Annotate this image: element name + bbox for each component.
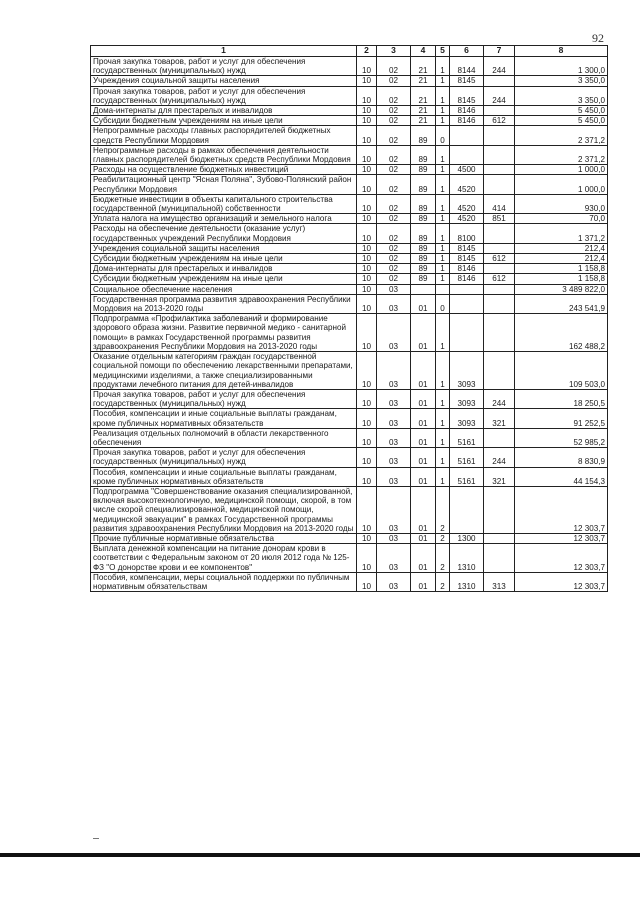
cell-expense-type — [484, 224, 515, 243]
cell-amount: 1 000,0 — [515, 175, 608, 194]
cell-description: Прочая закупка товаров, работ и услуг для обеспечения государственных (муниципальных) нужд — [91, 389, 357, 408]
cell-expense-type: 321 — [484, 409, 515, 428]
cell-subsection: 02 — [377, 86, 411, 105]
cell-section: 10 — [357, 467, 377, 486]
cell-description: Выплата денежной компенсации на питание донорам крови в соответствии с Федеральным законом от 20 июля 2012 года № 125-ФЗ "О донорстве крови и ее компонентов" — [91, 544, 357, 573]
cell-section: 10 — [357, 57, 377, 76]
cell-amount: 12 303,7 — [515, 533, 608, 543]
cell-description: Учреждения социальной защиты населения — [91, 76, 357, 86]
cell-amount: 1 158,8 — [515, 274, 608, 284]
cell-target-code — [450, 145, 484, 164]
table-row — [91, 214, 608, 224]
cell-subprogram: 1 — [436, 409, 450, 428]
cell-section: 10 — [357, 264, 377, 274]
cell-description: Пособия, компенсации и иные социальные выплаты гражданам, кроме публичных нормативных обязательств — [91, 409, 357, 428]
cell-target-code — [450, 284, 484, 294]
cell-expense-type: 612 — [484, 274, 515, 284]
cell-subsection: 03 — [377, 409, 411, 428]
cell-section: 10 — [357, 486, 377, 533]
cell-subprogram: 2 — [436, 533, 450, 543]
cell-target-code: 8145 — [450, 86, 484, 105]
cell-subprogram: 1 — [436, 428, 450, 447]
cell-program: 01 — [411, 294, 436, 313]
cell-amount: 5 450,0 — [515, 116, 608, 126]
cell-expense-type: 313 — [484, 572, 515, 591]
cell-description: Прочие публичные нормативные обязательства — [91, 533, 357, 543]
cell-subprogram — [436, 284, 450, 294]
cell-amount: 18 250,5 — [515, 389, 608, 408]
cell-target-code: 3093 — [450, 389, 484, 408]
cell-expense-type — [484, 76, 515, 86]
cell-target-code: 4520 — [450, 214, 484, 224]
cell-subprogram: 1 — [436, 352, 450, 390]
cell-subsection: 02 — [377, 116, 411, 126]
cell-target-code: 4500 — [450, 165, 484, 175]
table-row — [91, 126, 608, 145]
table-row — [91, 57, 608, 76]
cell-program: 89 — [411, 214, 436, 224]
table-row — [91, 175, 608, 194]
cell-expense-type — [484, 428, 515, 447]
cell-expense-type: 244 — [484, 57, 515, 76]
cell-section: 10 — [357, 224, 377, 243]
cell-description: Расходы на осуществление бюджетных инвестиций — [91, 165, 357, 175]
cell-subsection: 03 — [377, 533, 411, 543]
cell-subsection: 02 — [377, 126, 411, 145]
cell-subsection: 02 — [377, 254, 411, 264]
cell-subprogram: 1 — [436, 264, 450, 274]
cell-amount: 8 830,9 — [515, 448, 608, 467]
cell-subsection: 02 — [377, 165, 411, 175]
cell-expense-type — [484, 486, 515, 533]
cell-amount: 212,4 — [515, 254, 608, 264]
cell-target-code — [450, 126, 484, 145]
cell-subsection: 02 — [377, 76, 411, 86]
cell-description: Оказание отдельным категориям граждан государственной социальной помощи по обеспечению лекарственными препаратами, медицинскими изделиями, а также специализированными продуктами лечебного питания для детей-инвалидов — [91, 352, 357, 390]
cell-program: 01 — [411, 544, 436, 573]
cell-target-code: 8145 — [450, 243, 484, 253]
cell-program: 01 — [411, 486, 436, 533]
table-row — [91, 572, 608, 591]
cell-target-code: 8146 — [450, 264, 484, 274]
cell-section: 10 — [357, 284, 377, 294]
cell-description: Подпрограмма "Совершенствование оказания специализированной, включая высокотехнологичную, медицинской помощи, скорой, в том числе скорой специализированной, медицинской помощи, медицинской эвакуации" в рамках Государственной программы развития здравоохранения Республики Мордовия на 2013-2020 годы — [91, 486, 357, 533]
cell-program: 21 — [411, 106, 436, 116]
cell-description: Учреждения социальной защиты населения — [91, 243, 357, 253]
cell-subprogram: 0 — [436, 126, 450, 145]
table-row — [91, 86, 608, 105]
table-row — [91, 428, 608, 447]
table-row — [91, 145, 608, 164]
cell-subsection: 03 — [377, 352, 411, 390]
cell-section: 10 — [357, 428, 377, 447]
cell-program: 01 — [411, 389, 436, 408]
cell-program: 01 — [411, 572, 436, 591]
cell-expense-type: 612 — [484, 254, 515, 264]
cell-subsection: 03 — [377, 389, 411, 408]
cell-description: Реабилитационный центр "Ясная Поляна", Зубово-Полянский район Республики Мордовия — [91, 175, 357, 194]
cell-program: 01 — [411, 352, 436, 390]
cell-amount: 52 985,2 — [515, 428, 608, 447]
cell-subprogram: 1 — [436, 86, 450, 105]
table-row — [91, 314, 608, 352]
cell-program: 21 — [411, 116, 436, 126]
cell-expense-type: 612 — [484, 116, 515, 126]
cell-expense-type: 244 — [484, 86, 515, 105]
cell-program: 89 — [411, 224, 436, 243]
cell-program: 89 — [411, 254, 436, 264]
cell-program: 01 — [411, 467, 436, 486]
cell-description: Прочая закупка товаров, работ и услуг для обеспечения государственных (муниципальных) нужд — [91, 86, 357, 105]
cell-target-code: 1310 — [450, 544, 484, 573]
cell-amount: 1 371,2 — [515, 224, 608, 243]
cell-description: Подпрограмма «Профилактика заболеваний и формирование здорового образа жизни. Развитие первичной медико - санитарной помощи» в рамках Государственной программы развития здравоохранения Республики Мордовия на 2013-2020 годы — [91, 314, 357, 352]
cell-subprogram: 0 — [436, 294, 450, 313]
cell-expense-type — [484, 533, 515, 543]
cell-amount: 2 371,2 — [515, 145, 608, 164]
cell-target-code: 5161 — [450, 428, 484, 447]
cell-subprogram: 1 — [436, 57, 450, 76]
table-row — [91, 533, 608, 543]
cell-section: 10 — [357, 314, 377, 352]
cell-description: Социальное обеспечение населения — [91, 284, 357, 294]
cell-subprogram: 1 — [436, 448, 450, 467]
cell-program — [411, 284, 436, 294]
cell-section: 10 — [357, 126, 377, 145]
footer-tick-mark — [93, 838, 99, 839]
cell-subsection: 02 — [377, 106, 411, 116]
cell-expense-type — [484, 126, 515, 145]
cell-subprogram: 1 — [436, 389, 450, 408]
header-row — [91, 46, 608, 57]
cell-description: Государственная программа развития здравоохранения Республики Мордовия на 2013-2020 годы — [91, 294, 357, 313]
cell-section: 10 — [357, 389, 377, 408]
cell-subprogram: 1 — [436, 274, 450, 284]
cell-amount: 5 450,0 — [515, 106, 608, 116]
cell-subprogram: 1 — [436, 467, 450, 486]
cell-description: Расходы на обеспечение деятельности (оказание услуг) государственных учреждений Республики Мордовия — [91, 224, 357, 243]
cell-target-code: 5161 — [450, 467, 484, 486]
footer-rule — [0, 853, 640, 857]
cell-section: 10 — [357, 145, 377, 164]
cell-program: 89 — [411, 175, 436, 194]
cell-program: 89 — [411, 126, 436, 145]
cell-description: Пособия, компенсации, меры социальной поддержки по публичным нормативным обязательствам — [91, 572, 357, 591]
cell-section: 10 — [357, 86, 377, 105]
cell-target-code — [450, 294, 484, 313]
cell-program: 21 — [411, 76, 436, 86]
table-row — [91, 486, 608, 533]
cell-program: 89 — [411, 194, 436, 213]
cell-target-code: 5161 — [450, 448, 484, 467]
cell-section: 10 — [357, 544, 377, 573]
cell-expense-type — [484, 284, 515, 294]
cell-description: Дома-интернаты для престарелых и инвалидов — [91, 106, 357, 116]
cell-subsection: 03 — [377, 284, 411, 294]
table-row — [91, 254, 608, 264]
cell-program: 21 — [411, 86, 436, 105]
cell-amount: 162 488,2 — [515, 314, 608, 352]
table-row — [91, 448, 608, 467]
cell-expense-type: 244 — [484, 448, 515, 467]
table-row — [91, 116, 608, 126]
cell-subprogram: 1 — [436, 106, 450, 116]
cell-amount: 1 158,8 — [515, 264, 608, 274]
cell-amount: 12 303,7 — [515, 544, 608, 573]
cell-expense-type — [484, 243, 515, 253]
cell-subprogram: 1 — [436, 175, 450, 194]
cell-subsection: 02 — [377, 214, 411, 224]
cell-amount: 109 503,0 — [515, 352, 608, 390]
cell-amount: 3 350,0 — [515, 76, 608, 86]
cell-amount: 930,0 — [515, 194, 608, 213]
cell-subsection: 03 — [377, 448, 411, 467]
cell-subprogram: 2 — [436, 544, 450, 573]
cell-program: 89 — [411, 264, 436, 274]
cell-section: 10 — [357, 116, 377, 126]
cell-subprogram: 1 — [436, 145, 450, 164]
cell-section: 10 — [357, 194, 377, 213]
cell-expense-type — [484, 264, 515, 274]
table-row — [91, 294, 608, 313]
cell-subsection: 03 — [377, 314, 411, 352]
cell-description: Дома-интернаты для престарелых и инвалидов — [91, 264, 357, 274]
cell-amount: 212,4 — [515, 243, 608, 253]
cell-amount: 12 303,7 — [515, 572, 608, 591]
cell-subprogram: 1 — [436, 214, 450, 224]
cell-subprogram: 1 — [436, 314, 450, 352]
table-row — [91, 224, 608, 243]
cell-expense-type — [484, 352, 515, 390]
cell-description: Бюджетные инвестиции в объекты капитального строительства государственной (муниципальной) собственности — [91, 194, 357, 213]
header-cell-5: 5 — [436, 46, 450, 57]
cell-amount: 1 000,0 — [515, 165, 608, 175]
cell-description: Непрограммные расходы в рамках обеспечения деятельности главных распорядителей бюджетных средств Республики Мордовия — [91, 145, 357, 164]
cell-subsection: 03 — [377, 428, 411, 447]
table-row — [91, 467, 608, 486]
cell-subsection: 03 — [377, 467, 411, 486]
cell-subsection: 03 — [377, 544, 411, 573]
cell-target-code: 8146 — [450, 106, 484, 116]
cell-target-code: 3093 — [450, 352, 484, 390]
table-row — [91, 284, 608, 294]
page-number: 92 — [592, 31, 604, 45]
cell-section: 10 — [357, 274, 377, 284]
cell-subprogram: 1 — [436, 76, 450, 86]
budget-table — [90, 45, 608, 592]
cell-description: Непрограммные расходы главных распорядителей бюджетных средств Республики Мордовия — [91, 126, 357, 145]
cell-target-code: 8145 — [450, 76, 484, 86]
cell-expense-type: 321 — [484, 467, 515, 486]
cell-program: 89 — [411, 243, 436, 253]
cell-section: 10 — [357, 572, 377, 591]
cell-subsection: 03 — [377, 486, 411, 533]
cell-section: 10 — [357, 106, 377, 116]
table-row — [91, 544, 608, 573]
cell-description: Субсидии бюджетным учреждениям на иные цели — [91, 274, 357, 284]
table-row — [91, 352, 608, 390]
cell-target-code — [450, 314, 484, 352]
cell-subsection: 02 — [377, 145, 411, 164]
cell-section: 10 — [357, 352, 377, 390]
cell-description: Реализация отдельных полномочий в области лекарственного обеспечения — [91, 428, 357, 447]
cell-expense-type — [484, 145, 515, 164]
cell-description: Прочая закупка товаров, работ и услуг для обеспечения государственных (муниципальных) нужд — [91, 57, 357, 76]
cell-amount: 1 300,0 — [515, 57, 608, 76]
cell-target-code: 8146 — [450, 116, 484, 126]
cell-program: 01 — [411, 533, 436, 543]
header-cell-2: 2 — [357, 46, 377, 57]
table-row — [91, 106, 608, 116]
cell-expense-type: 414 — [484, 194, 515, 213]
cell-target-code: 4520 — [450, 175, 484, 194]
cell-expense-type: 244 — [484, 389, 515, 408]
table-row — [91, 389, 608, 408]
cell-section: 10 — [357, 533, 377, 543]
cell-target-code: 8146 — [450, 274, 484, 284]
table-row — [91, 243, 608, 253]
cell-expense-type: 851 — [484, 214, 515, 224]
cell-target-code: 8144 — [450, 57, 484, 76]
cell-subprogram: 1 — [436, 194, 450, 213]
table-row — [91, 165, 608, 175]
cell-section: 10 — [357, 76, 377, 86]
cell-amount: 12 303,7 — [515, 486, 608, 533]
table-row — [91, 264, 608, 274]
cell-section: 10 — [357, 243, 377, 253]
cell-expense-type — [484, 106, 515, 116]
cell-expense-type — [484, 165, 515, 175]
cell-program: 21 — [411, 57, 436, 76]
header-cell-3: 3 — [377, 46, 411, 57]
cell-section: 10 — [357, 294, 377, 313]
cell-subprogram: 1 — [436, 254, 450, 264]
cell-target-code: 8100 — [450, 224, 484, 243]
cell-amount: 243 541,9 — [515, 294, 608, 313]
cell-target-code: 3093 — [450, 409, 484, 428]
cell-subsection: 02 — [377, 194, 411, 213]
cell-program: 01 — [411, 428, 436, 447]
cell-amount: 3 489 822,0 — [515, 284, 608, 294]
cell-subprogram: 1 — [436, 243, 450, 253]
cell-section: 10 — [357, 448, 377, 467]
cell-subprogram: 2 — [436, 572, 450, 591]
cell-section: 10 — [357, 165, 377, 175]
cell-target-code: 8145 — [450, 254, 484, 264]
cell-section: 10 — [357, 175, 377, 194]
header-cell-7: 7 — [484, 46, 515, 57]
header-cell-4: 4 — [411, 46, 436, 57]
cell-description: Уплата налога на имущество организаций и земельного налога — [91, 214, 357, 224]
cell-subsection: 02 — [377, 175, 411, 194]
cell-expense-type — [484, 175, 515, 194]
cell-section: 10 — [357, 254, 377, 264]
cell-target-code — [450, 486, 484, 533]
cell-program: 01 — [411, 314, 436, 352]
cell-subprogram: 1 — [436, 165, 450, 175]
cell-target-code: 1310 — [450, 572, 484, 591]
cell-amount: 3 350,0 — [515, 86, 608, 105]
cell-expense-type — [484, 314, 515, 352]
cell-amount: 44 154,3 — [515, 467, 608, 486]
cell-section: 10 — [357, 214, 377, 224]
header-cell-8: 8 — [515, 46, 608, 57]
cell-program: 01 — [411, 448, 436, 467]
cell-program: 01 — [411, 409, 436, 428]
cell-subsection: 02 — [377, 57, 411, 76]
table-row — [91, 194, 608, 213]
cell-amount: 70,0 — [515, 214, 608, 224]
cell-subprogram: 1 — [436, 116, 450, 126]
cell-program: 89 — [411, 145, 436, 164]
cell-program: 89 — [411, 274, 436, 284]
cell-description: Прочая закупка товаров, работ и услуг для обеспечения государственных (муниципальных) нужд — [91, 448, 357, 467]
cell-section: 10 — [357, 409, 377, 428]
cell-description: Субсидии бюджетным учреждениям на иные цели — [91, 116, 357, 126]
cell-description: Пособия, компенсации и иные социальные выплаты гражданам, кроме публичных нормативных обязательств — [91, 467, 357, 486]
cell-amount: 91 252,5 — [515, 409, 608, 428]
cell-subsection: 02 — [377, 274, 411, 284]
cell-description: Субсидии бюджетным учреждениям на иные цели — [91, 254, 357, 264]
cell-subprogram: 1 — [436, 224, 450, 243]
cell-target-code: 4520 — [450, 194, 484, 213]
cell-expense-type — [484, 294, 515, 313]
cell-subsection: 02 — [377, 243, 411, 253]
header-cell-1: 1 — [91, 46, 357, 57]
header-cell-6: 6 — [450, 46, 484, 57]
cell-subprogram: 2 — [436, 486, 450, 533]
table-row — [91, 76, 608, 86]
cell-subsection: 03 — [377, 294, 411, 313]
cell-subsection: 03 — [377, 572, 411, 591]
table-row — [91, 274, 608, 284]
table-row — [91, 409, 608, 428]
cell-target-code: 1300 — [450, 533, 484, 543]
cell-expense-type — [484, 544, 515, 573]
cell-subsection: 02 — [377, 264, 411, 274]
cell-subsection: 02 — [377, 224, 411, 243]
cell-amount: 2 371,2 — [515, 126, 608, 145]
cell-program: 89 — [411, 165, 436, 175]
